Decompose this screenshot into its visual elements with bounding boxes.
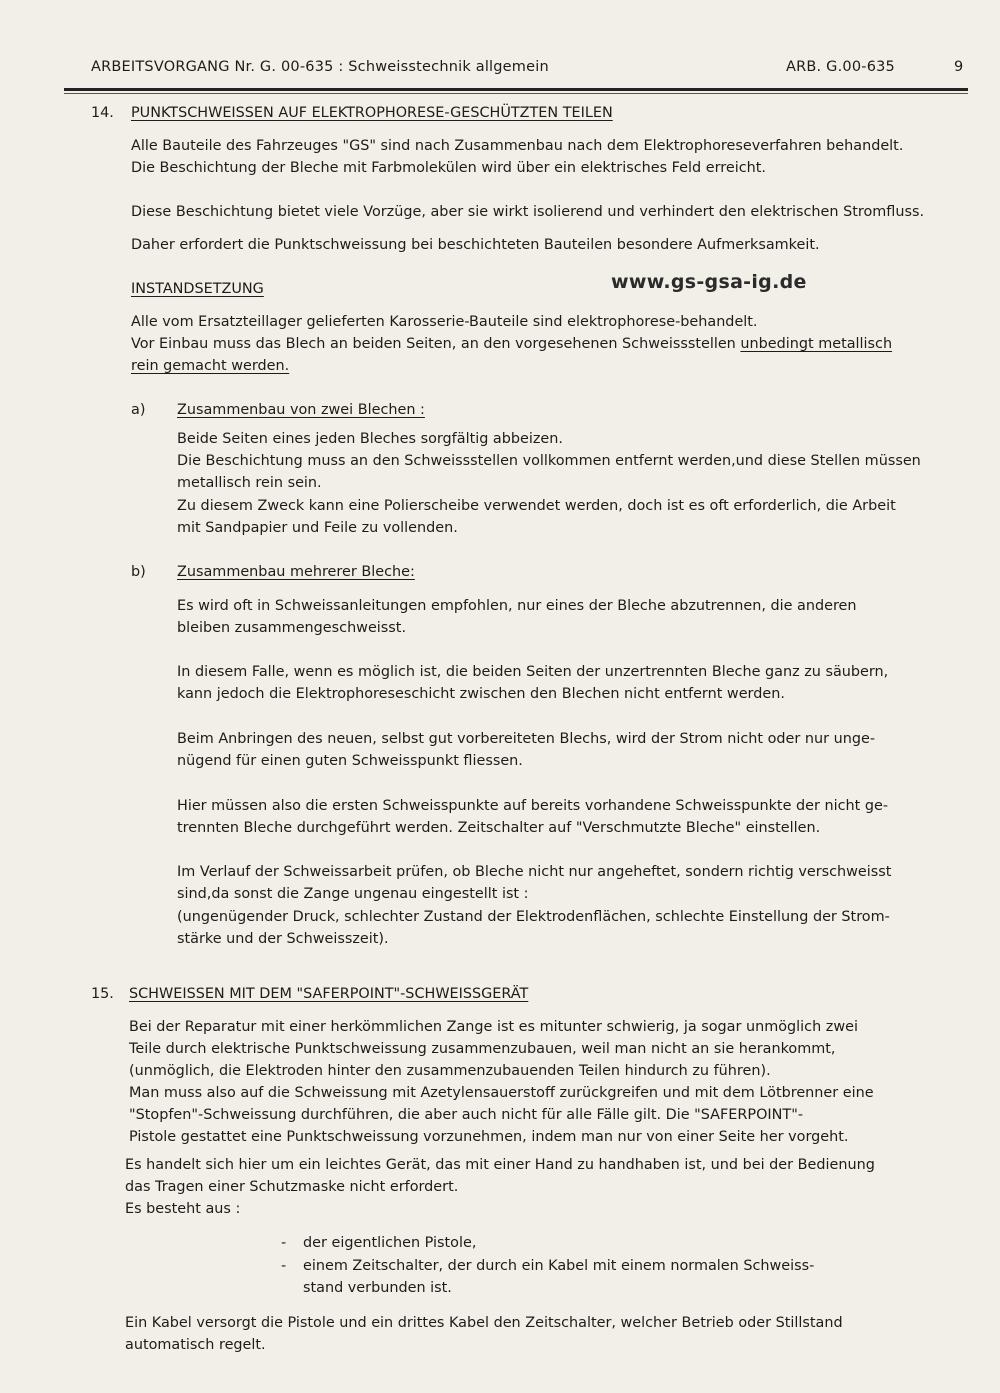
b-p5-line-4: stärke und der Schweisszeit).	[177, 931, 389, 947]
s15-p2-line-2: das Tragen einer Schutzmaske nicht erfordert.	[125, 1179, 459, 1195]
repair-line-3: rein gemacht werden.	[131, 358, 290, 374]
b-p4-line-1: Hier müssen also die ersten Schweisspunkte auf bereits vorhandene Schweisspunkte der nicht ge-	[177, 798, 889, 814]
a-line-3: metallisch rein sein.	[177, 475, 322, 491]
list-bullet: -	[281, 1258, 287, 1274]
b-title: Zusammenbau mehrerer Bleche:	[177, 564, 415, 580]
a-line-5: mit Sandpapier und Feile zu vollenden.	[177, 520, 458, 536]
list-item-text: der eigentlichen Pistole,	[303, 1235, 477, 1251]
list-item	[281, 1232, 476, 1254]
s14-p3: Daher erfordert die Punktschweissung bei beschichteten Bauteilen besondere Aufmerksamkeit.	[131, 237, 820, 253]
s15-p2-line-1: Es handelt sich hier um ein leichtes Gerät, das mit einer Hand zu handhaben ist, und bei der Bedienung	[125, 1157, 875, 1173]
s14-p2: Diese Beschichtung bietet viele Vorzüge, aber sie wirkt isolierend und verhindert den elektrischen Stromfluss.	[131, 204, 925, 220]
s15-p1-line-6: Pistole gestattet eine Punktschweissung vorzunehmen, indem man nur von einer Seite her vorgeht.	[129, 1129, 849, 1145]
watermark-url: www.gs-gsa-ig.de	[611, 271, 807, 293]
header-rule-thin	[64, 93, 968, 94]
list-item-continuation: stand verbunden ist.	[303, 1280, 452, 1296]
a-title: Zusammenbau von zwei Blechen :	[177, 402, 425, 418]
section-14-title: PUNKTSCHWEISSEN AUF ELEKTROPHORESE-GESCHÜTZTEN TEILEN	[131, 105, 613, 121]
list-item	[281, 1255, 814, 1277]
list-bullet: -	[281, 1235, 287, 1251]
section-15-number: 15.	[91, 986, 114, 1002]
b-p3-line-2: nügend für einen guten Schweisspunkt fliessen.	[177, 753, 523, 769]
page-number: 9	[954, 59, 964, 75]
b-p2-line-1: In diesem Falle, wenn es möglich ist, die beiden Seiten der unzertrennten Bleche ganz zu säubern,	[177, 664, 889, 680]
s15-p2-line-3: Es besteht aus :	[125, 1201, 241, 1217]
b-p1-line-2: bleiben zusammengeschweisst.	[177, 620, 407, 636]
b-p5-line-1: Im Verlauf der Schweissarbeit prüfen, ob Bleche nicht nur angeheftet, sondern richtig verschweisst	[177, 864, 892, 880]
s15-p1-line-5: "Stopfen"-Schweissung durchführen, die aber auch nicht für alle Fälle gilt. Die "SAFERPOINT"-	[129, 1107, 804, 1123]
b-p1-line-1: Es wird oft in Schweissanleitungen empfohlen, nur eines der Bleche abzutrennen, die anderen	[177, 598, 857, 614]
s14-p1-line-1: Alle Bauteile des Fahrzeuges "GS" sind nach Zusammenbau nach dem Elektrophoreseverfahren behandelt.	[131, 138, 904, 154]
a-label: a)	[131, 402, 146, 418]
header-reference: ARB. G.00-635	[786, 59, 895, 75]
b-label: b)	[131, 564, 146, 580]
a-line-1: Beide Seiten eines jeden Bleches sorgfältig abbeizen.	[177, 431, 563, 447]
s15-p1-line-2: Teile durch elektrische Punktschweissung zusammenzubauen, weil man nicht an sie herankommt,	[129, 1041, 836, 1057]
section-15-title: SCHWEISSEN MIT DEM "SAFERPOINT"-SCHWEISSGERÄT	[129, 986, 529, 1002]
repair-emphasis: unbedingt metallisch	[740, 336, 893, 352]
repair-title: INSTANDSETZUNG	[131, 281, 264, 297]
s14-p1-line-2: Die Beschichtung der Bleche mit Farbmolekülen wird über ein elektrisches Feld erreicht.	[131, 160, 766, 176]
list-item-text: einem Zeitschalter, der durch ein Kabel mit einem normalen Schweiss-	[303, 1258, 815, 1274]
b-p2-line-2: kann jedoch die Elektrophoreseschicht zwischen den Blechen nicht entfernt werden.	[177, 686, 785, 702]
b-p4-line-2: trennten Bleche durchgeführt werden. Zeitschalter auf "Verschmutzte Bleche" einstellen.	[177, 820, 821, 836]
s15-p1-line-3: (unmöglich, die Elektroden hinter den zusammenzubauenden Teilen hindurch zu führen).	[129, 1063, 771, 1079]
s15-p1-line-1: Bei der Reparatur mit einer herkömmlichen Zange ist es mitunter schwierig, ja sogar unmöglich zwei	[129, 1019, 858, 1035]
header-title: ARBEITSVORGANG Nr. G. 00-635 : Schweisstechnik allgemein	[91, 59, 549, 75]
b-p5-line-3: (ungenügender Druck, schlechter Zustand der Elektrodenflächen, schlechte Einstellung der Strom-	[177, 909, 890, 925]
a-line-2: Die Beschichtung muss an den Schweissstellen vollkommen entfernt werden,und diese Stellen müssen	[177, 453, 921, 469]
header-rule	[64, 88, 968, 91]
repair-line-2-text: Vor Einbau muss das Blech an beiden Seiten, an den vorgesehenen Schweissstellen	[131, 336, 741, 352]
s15-p1-line-4: Man muss also auf die Schweissung mit Azetylensauerstoff zurückgreifen und mit dem Lötbrenner eine	[129, 1085, 874, 1101]
s15-p3-line-1: Ein Kabel versorgt die Pistole und ein drittes Kabel den Zeitschalter, welcher Betrieb oder Stillstand	[125, 1315, 843, 1331]
b-p5-line-2: sind,da sonst die Zange ungenau eingestellt ist :	[177, 886, 529, 902]
repair-line-1: Alle vom Ersatzteillager gelieferten Karosserie-Bauteile sind elektrophorese-behandelt.	[131, 314, 758, 330]
b-p3-line-1: Beim Anbringen des neuen, selbst gut vorbereiteten Blechs, wird der Strom nicht oder nur unge-	[177, 731, 876, 747]
section-14-number: 14.	[91, 105, 114, 121]
repair-line-2	[131, 333, 892, 355]
s15-p3-line-2: automatisch regelt.	[125, 1337, 266, 1353]
a-line-4: Zu diesem Zweck kann eine Polierscheibe verwendet werden, doch ist es oft erforderlich, die Arbeit	[177, 498, 896, 514]
